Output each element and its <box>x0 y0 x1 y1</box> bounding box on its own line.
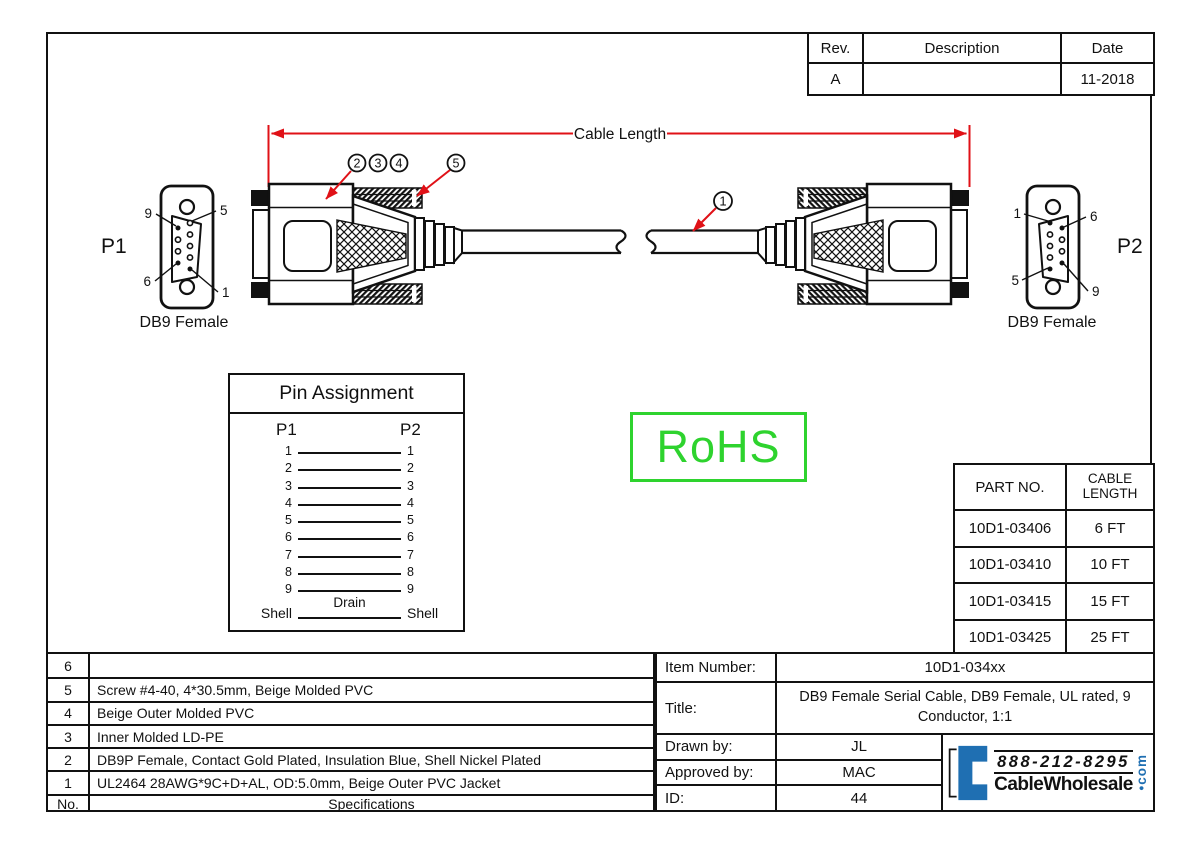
id-label: ID: <box>657 786 777 810</box>
p1-pin9-label: 9 <box>144 206 152 221</box>
p1-pin1-label: 1 <box>222 285 230 300</box>
pin-col-p2: P2 <box>400 420 421 439</box>
spec-rows <box>48 654 653 794</box>
logo-phone: 888-212-8295 <box>994 750 1133 774</box>
pin-p2-number: 6 <box>407 530 414 545</box>
id-row <box>657 784 941 810</box>
callout-2-label: 2 <box>353 156 361 171</box>
pin-wire <box>298 478 401 489</box>
cable-length: 6 FT <box>1094 519 1126 537</box>
pin-row <box>230 460 463 477</box>
part-rows <box>955 511 1153 655</box>
title-block-bottom <box>657 733 1153 810</box>
spec-footer-label: Specifications <box>328 795 415 812</box>
part-number: 10D1-03425 <box>955 621 1067 656</box>
p1-connector-type: DB9 Female <box>139 314 229 331</box>
strain-relief <box>454 228 462 262</box>
spec-number: 5 <box>48 679 90 700</box>
p1-label: P1 <box>101 235 127 258</box>
part-table-row <box>955 511 1153 546</box>
spec-number: 3 <box>48 726 90 747</box>
title-row <box>657 681 1153 733</box>
approved-by-value: MAC <box>842 764 876 781</box>
cable <box>462 231 758 254</box>
p2-pin6-label: 6 <box>1090 209 1098 224</box>
pin-wire <box>298 547 401 558</box>
drain-label: Drain <box>333 594 366 610</box>
part-no-header: PART NO. <box>955 465 1067 509</box>
rev-header: Rev. <box>809 34 864 62</box>
shell-wire <box>298 594 401 619</box>
pin-assignment-title: Pin Assignment <box>230 375 463 414</box>
p1-pin5-label: 5 <box>220 203 228 218</box>
callout-3-label: 3 <box>374 156 382 171</box>
pin-p1-number: 7 <box>285 547 292 562</box>
specifications-table <box>46 652 655 812</box>
p2-pin5-label: 5 <box>1011 273 1019 288</box>
pin-p1-number: 8 <box>285 565 292 580</box>
signoff-rows <box>657 735 941 810</box>
pin-wire <box>298 529 401 540</box>
pin-wire <box>298 512 401 523</box>
pin-p2-number: 9 <box>407 582 414 597</box>
spec-number: 1 <box>48 772 90 793</box>
title-value: DB9 Female Serial Cable, DB9 Female, UL rated, 9 Conductor, 1:1 <box>799 689 1131 725</box>
pin-row <box>230 529 463 546</box>
shell-row <box>230 594 463 627</box>
part-table-row <box>955 546 1153 583</box>
drawn-by-row <box>657 735 941 759</box>
cable-length: 15 FT <box>1090 592 1130 610</box>
pin-wire <box>298 581 401 592</box>
item-number-row <box>657 654 1153 681</box>
pin-row <box>230 564 463 581</box>
p2-pin1-label: 1 <box>1013 206 1021 221</box>
description-value <box>864 64 1062 94</box>
part-table-row <box>955 619 1153 656</box>
logo-text <box>994 750 1133 796</box>
logo-brand: CableWholesale <box>994 773 1133 795</box>
pin-rows <box>230 443 463 599</box>
pin-p1-number: 1 <box>285 444 292 458</box>
cablewholesale-logo <box>947 741 1149 805</box>
part-table-row <box>955 582 1153 619</box>
drawn-by-value: JL <box>851 738 867 756</box>
pin-p2-number: 8 <box>407 565 414 580</box>
spec-footer-no: No. <box>48 796 90 812</box>
cable-length-label: Cable Length <box>573 126 667 143</box>
title-block <box>655 652 1155 812</box>
pin-row <box>230 495 463 512</box>
spec-footer-row <box>48 794 653 812</box>
spec-row <box>48 770 653 793</box>
approved-by-row <box>657 759 941 785</box>
spec-number: 2 <box>48 749 90 770</box>
mating-face <box>253 210 270 278</box>
callout-5-label: 5 <box>452 156 460 171</box>
revision-table <box>807 32 1155 96</box>
p2-connector-type: DB9 Female <box>1007 314 1097 331</box>
spec-row <box>48 724 653 747</box>
pin-p2-number: 2 <box>407 461 414 476</box>
item-number-value: 10D1-034xx <box>924 659 1006 676</box>
cable-length-header: CABLE LENGTH <box>1082 471 1138 501</box>
pin-wire <box>298 564 401 575</box>
pin-row <box>230 512 463 529</box>
spec-row <box>48 677 653 700</box>
pin-p1-number: 6 <box>285 530 292 545</box>
rohs-text: RoHS <box>656 421 781 472</box>
callout-4-label: 4 <box>395 156 403 171</box>
pin-row <box>230 478 463 495</box>
logo-c-icon <box>947 741 989 805</box>
pin-p2-number: 1 <box>407 444 414 458</box>
pin-p1-number: 2 <box>285 461 292 476</box>
screw-hole <box>1046 200 1060 214</box>
pin-p2-number: 4 <box>407 495 414 510</box>
title-label: Title: <box>657 683 777 733</box>
p2-front-view <box>1008 186 1143 331</box>
pin-assignment-table <box>228 373 465 632</box>
p1-front-view <box>101 186 230 331</box>
pin-wire <box>298 460 401 471</box>
spec-text: Beige Outer Molded PVC <box>97 705 255 722</box>
spec-text: Inner Molded LD-PE <box>97 728 224 745</box>
rev-value: A <box>809 64 864 94</box>
pin-p1-number: 9 <box>285 582 292 597</box>
spec-number: 4 <box>48 703 90 724</box>
spec-text <box>90 654 653 677</box>
date-header: Date <box>1091 39 1124 57</box>
spec-row <box>48 701 653 724</box>
vendor-logo-cell <box>941 735 1153 810</box>
spec-row <box>48 654 653 677</box>
part-number: 10D1-03410 <box>955 548 1067 583</box>
connector-side-view-left <box>251 184 462 304</box>
approved-by-label: Approved by: <box>657 761 777 785</box>
date-value: 11-2018 <box>1080 70 1135 88</box>
pin-wire <box>298 443 401 454</box>
spec-number: 6 <box>48 654 90 677</box>
pin-row <box>230 547 463 564</box>
connector-side-view-right <box>758 184 969 304</box>
drawn-by-label: Drawn by: <box>657 735 777 759</box>
cable-length: 25 FT <box>1090 629 1130 647</box>
spec-row <box>48 747 653 770</box>
cable-length: 10 FT <box>1090 556 1130 574</box>
id-value: 44 <box>850 789 868 807</box>
revision-header-row <box>809 34 1153 62</box>
shell-right: Shell <box>407 604 439 621</box>
pin-wire <box>298 495 401 506</box>
pin-p2-number: 7 <box>407 547 414 562</box>
spec-text: Screw #4-40, 4*30.5mm, Beige Molded PVC <box>97 681 374 698</box>
pin-assignment-headers <box>230 414 463 440</box>
revision-data-row <box>809 62 1153 94</box>
screw-hole <box>1046 280 1060 294</box>
pin-col-p1: P1 <box>276 420 297 439</box>
rohs-badge <box>630 412 807 482</box>
pin-p2-number: 5 <box>407 513 414 528</box>
part-table-header <box>955 465 1153 511</box>
part-number: 10D1-03415 <box>955 584 1067 619</box>
spec-text: UL2464 28AWG*9C+D+AL, OD:5.0mm, Beige Outer PVC Jacket <box>97 775 501 792</box>
p2-pin9-label: 9 <box>1092 284 1100 299</box>
pin-p1-number: 4 <box>285 495 292 510</box>
part-number-table <box>953 463 1155 657</box>
pin-p1-number: 3 <box>285 478 292 493</box>
spec-text: DB9P Female, Contact Gold Plated, Insulation Blue, Shell Nickel Plated <box>97 751 542 768</box>
screw-hole <box>180 280 194 294</box>
pin-row <box>230 443 463 460</box>
part-number: 10D1-03406 <box>955 511 1067 546</box>
item-number-label: Item Number: <box>657 654 777 681</box>
screw-hole <box>180 200 194 214</box>
description-header: Description <box>864 34 1062 62</box>
callout-1-label: 1 <box>719 193 727 209</box>
p2-label: P2 <box>1117 235 1143 258</box>
p1-pin6-label: 6 <box>143 274 151 289</box>
shell-left: Shell <box>260 604 292 621</box>
logo-domain-suffix: •com <box>1133 754 1149 791</box>
pin-p2-number: 3 <box>407 478 414 493</box>
pin-p1-number: 5 <box>285 513 292 528</box>
